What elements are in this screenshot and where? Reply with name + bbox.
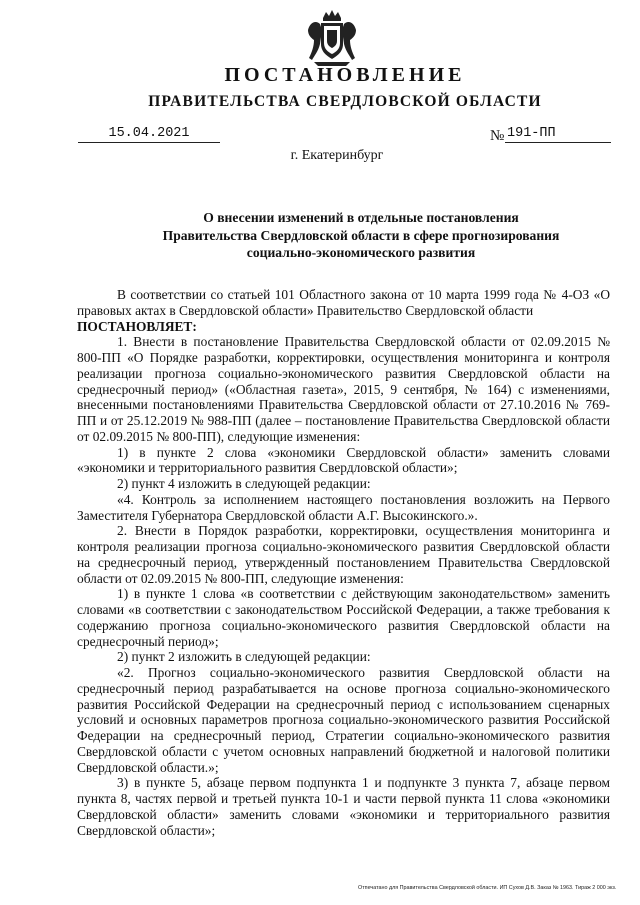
paragraph: 1) в пункте 1 слова «в соответствии с действующим законодательством» заменить словами «в соответствии с законодательством Российской Федерации, а также требования к содержанию прогноза социально-экономического развития Свердловской области на среднесрочный период»; — [77, 586, 610, 649]
paragraph: 2) пункт 2 изложить в следующей редакции: — [117, 649, 371, 665]
paragraph: 1. Внести в постановление Правительства Свердловской области от 02.09.2015 № 800-ПП «О Порядке разработки, корректировки, осуществления мониторинга и контроля реализации прогноза социально-экономического развития Свердловской области на среднесрочный период» («Областная газета», 2015, 9 сентября, № 164) с изменениями, внесенными постановлениями Правительства Свердловской области от 27.10.2016 № 769-ПП и от 25.12.2019 № 988-ПП (далее – постановление Правительства Свердловской области от 02.09.2015 № 800-ПП), следующие изменения: — [77, 334, 610, 444]
paragraph: «2. Прогноз социально-экономического развития Свердловской области на среднесрочный период разрабатывается на основе прогноза социально-экономического развития Российской Федерации на среднесрочный период с использованием сценарных условий и основных параметров прогноза социально-экономического развития Российской Федерации на среднесрочный период, Стратегии социально-экономического развития Свердловской области с учетом основных направлений бюджетной и налоговой политики Свердловской области.»; — [77, 665, 610, 775]
paragraph: 2. Внести в Порядок разработки, корректировки, осуществления мониторинга и контроля реализации прогноза социально-экономического развития Свердловской области на среднесрочный период, утвержденный постановлением Правительства Свердловской области от 02.09.2015 № 800-ПП, следующие изменения: — [77, 523, 610, 586]
number-label: № — [490, 128, 505, 144]
paragraph: 1) в пункте 2 слова «экономики Свердловской области» заменить словами «экономики и территориального развития Свердловской области»; — [77, 444, 610, 476]
city: г. Екатеринбург — [290, 148, 384, 163]
coat-of-arms-icon — [304, 8, 360, 68]
paragraph: 3) в пункте 5, абзаце первом подпункта 1 и подпункте 3 пункта 7, абзаце первом пункта 8, частях первой и третьей пункта 10-1 и части первой пункта 11 слова «экономики Свердловской области» заменить словами «экономики и территориального развития Свердловской области»; — [77, 775, 610, 838]
subject-line: социально-экономического развития — [246, 245, 476, 260]
document-body — [77, 287, 610, 838]
subject-heading — [0, 209, 640, 262]
document-subtitle: ПРАВИТЕЛЬСТВА СВЕРДЛОВСКОЙ ОБЛАСТИ — [148, 93, 542, 110]
document-number: 191-ПП — [505, 126, 611, 143]
paragraph: 2) пункт 4 изложить в следующей редакции: — [117, 476, 371, 491]
document-title: ПОСТАНОВЛЕНИЕ — [224, 64, 466, 86]
paragraph: В соответствии со статьей 101 Областного закона от 10 марта 1999 года № 4-ОЗ «О правовых актах в Свердловской области» Правительство Свердловской области — [77, 287, 610, 318]
print-footer: Отпечатано для Правительства Свердловской области. ИП Сухов Д.В. Заказ № 1963. Тираж 2 000 экз. — [358, 885, 617, 891]
resolves-heading: ПОСТАНОВЛЯЕТ: — [77, 318, 197, 334]
subject-line: О внесении изменений в отдельные постановления — [203, 210, 519, 225]
document-date: 15.04.2021 — [78, 126, 220, 143]
paragraph: «4. Контроль за исполнением настоящего постановления возложить на Первого Заместителя Губернатора Свердловской области А.Г. Высокинского.». — [77, 491, 610, 523]
subject-line: Правительства Свердловской области в сфере прогнозирования — [162, 227, 560, 243]
